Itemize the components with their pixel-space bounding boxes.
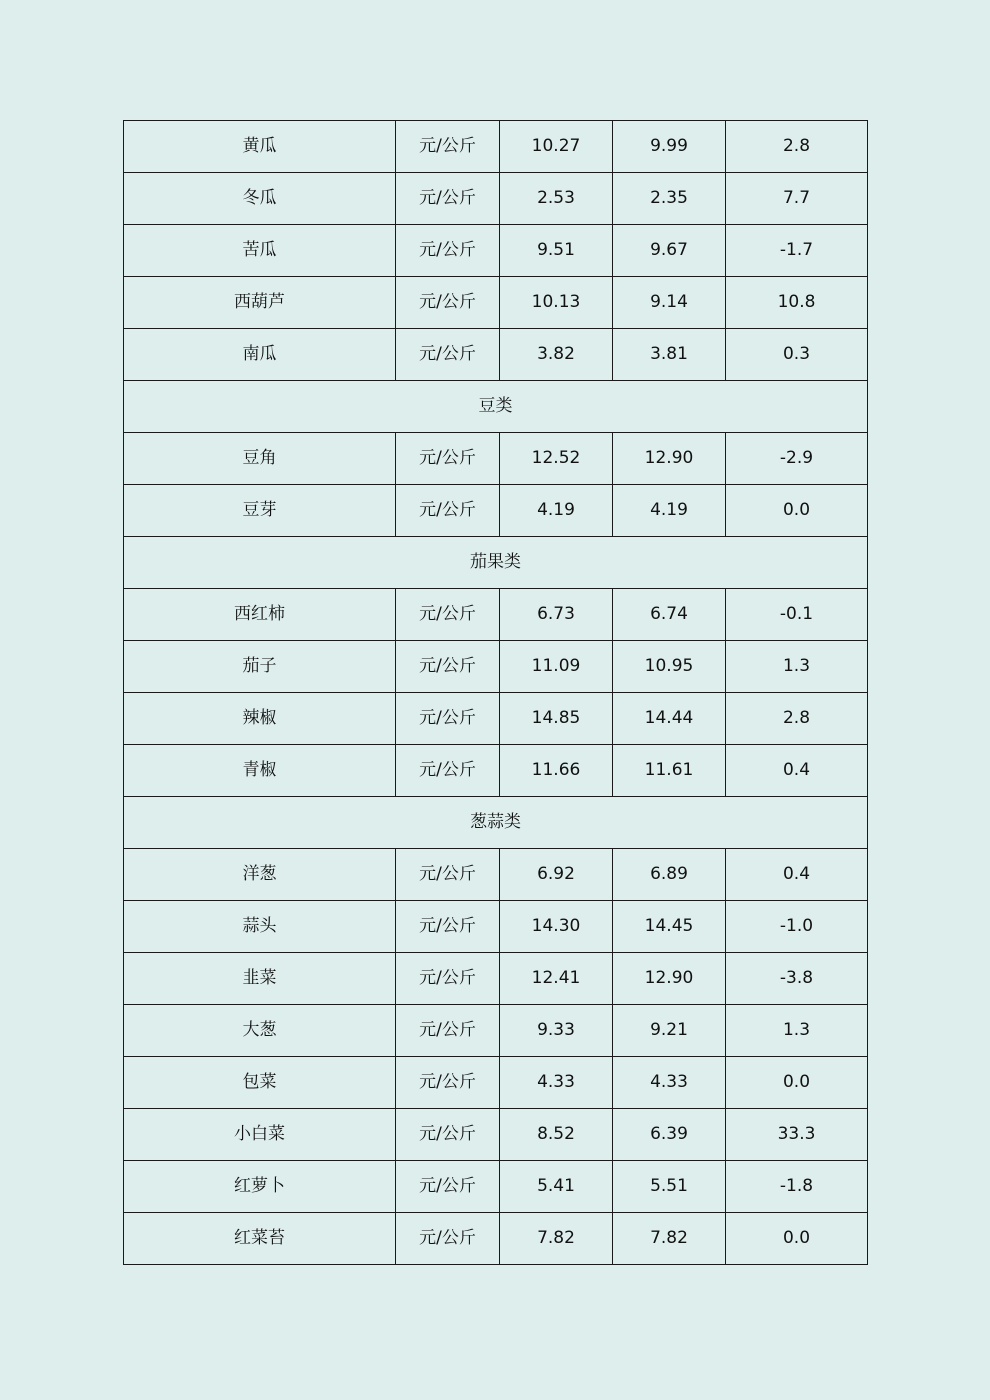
change-percent-cell: 0.0 [726,485,868,537]
current-price-cell: 10.27 [500,121,613,173]
previous-price-cell: 4.33 [613,1057,726,1109]
category-row [124,537,868,589]
current-price-cell: 4.19 [500,485,613,537]
unit-cell: 元/公斤 [396,329,500,381]
price-table [123,120,868,1265]
change-percent-cell: 10.8 [726,277,868,329]
change-percent-cell: 0.4 [726,849,868,901]
current-price-cell: 12.52 [500,433,613,485]
unit-cell: 元/公斤 [396,953,500,1005]
table-row [124,849,868,901]
table-row [124,329,868,381]
previous-price-cell: 4.19 [613,485,726,537]
product-name-cell: 南瓜 [124,329,396,381]
previous-price-cell: 12.90 [613,953,726,1005]
current-price-cell: 3.82 [500,329,613,381]
change-percent-cell: 2.8 [726,693,868,745]
previous-price-cell: 6.39 [613,1109,726,1161]
change-percent-cell: -0.1 [726,589,868,641]
product-name-cell: 冬瓜 [124,173,396,225]
category-row [124,381,868,433]
table-row [124,1213,868,1265]
change-percent-cell: 0.3 [726,329,868,381]
category-label: 豆类 [124,381,868,433]
table-row [124,745,868,797]
product-name-cell: 豆芽 [124,485,396,537]
table-row [124,641,868,693]
unit-cell: 元/公斤 [396,849,500,901]
current-price-cell: 10.13 [500,277,613,329]
product-name-cell: 韭菜 [124,953,396,1005]
current-price-cell: 14.85 [500,693,613,745]
unit-cell: 元/公斤 [396,277,500,329]
change-percent-cell: -3.8 [726,953,868,1005]
unit-cell: 元/公斤 [396,485,500,537]
change-percent-cell: 1.3 [726,641,868,693]
table-row [124,1005,868,1057]
unit-cell: 元/公斤 [396,1109,500,1161]
unit-cell: 元/公斤 [396,641,500,693]
product-name-cell: 西葫芦 [124,277,396,329]
change-percent-cell: 0.0 [726,1213,868,1265]
current-price-cell: 6.73 [500,589,613,641]
product-name-cell: 大葱 [124,1005,396,1057]
previous-price-cell: 2.35 [613,173,726,225]
table-row [124,589,868,641]
previous-price-cell: 9.99 [613,121,726,173]
table-row [124,485,868,537]
unit-cell: 元/公斤 [396,121,500,173]
current-price-cell: 11.09 [500,641,613,693]
previous-price-cell: 14.45 [613,901,726,953]
table-row [124,1057,868,1109]
table-row [124,693,868,745]
product-name-cell: 西红柿 [124,589,396,641]
previous-price-cell: 9.67 [613,225,726,277]
change-percent-cell: 2.8 [726,121,868,173]
category-row [124,797,868,849]
table-row [124,173,868,225]
current-price-cell: 7.82 [500,1213,613,1265]
table-row [124,901,868,953]
change-percent-cell: -1.0 [726,901,868,953]
table-row [124,1161,868,1213]
product-name-cell: 包菜 [124,1057,396,1109]
previous-price-cell: 6.74 [613,589,726,641]
product-name-cell: 辣椒 [124,693,396,745]
previous-price-cell: 9.21 [613,1005,726,1057]
product-name-cell: 红菜苔 [124,1213,396,1265]
current-price-cell: 4.33 [500,1057,613,1109]
table-row [124,277,868,329]
previous-price-cell: 11.61 [613,745,726,797]
unit-cell: 元/公斤 [396,1161,500,1213]
previous-price-cell: 12.90 [613,433,726,485]
previous-price-cell: 7.82 [613,1213,726,1265]
unit-cell: 元/公斤 [396,1057,500,1109]
category-label: 茄果类 [124,537,868,589]
current-price-cell: 14.30 [500,901,613,953]
product-name-cell: 红萝卜 [124,1161,396,1213]
product-name-cell: 苦瓜 [124,225,396,277]
product-name-cell: 洋葱 [124,849,396,901]
current-price-cell: 6.92 [500,849,613,901]
unit-cell: 元/公斤 [396,745,500,797]
current-price-cell: 5.41 [500,1161,613,1213]
table-row [124,121,868,173]
previous-price-cell: 3.81 [613,329,726,381]
previous-price-cell: 10.95 [613,641,726,693]
change-percent-cell: -2.9 [726,433,868,485]
unit-cell: 元/公斤 [396,173,500,225]
change-percent-cell: -1.7 [726,225,868,277]
current-price-cell: 8.52 [500,1109,613,1161]
change-percent-cell: 0.0 [726,1057,868,1109]
current-price-cell: 9.33 [500,1005,613,1057]
table-row [124,1109,868,1161]
current-price-cell: 2.53 [500,173,613,225]
table-row [124,225,868,277]
product-name-cell: 蒜头 [124,901,396,953]
previous-price-cell: 6.89 [613,849,726,901]
price-table-body [124,121,868,1265]
product-name-cell: 小白菜 [124,1109,396,1161]
unit-cell: 元/公斤 [396,1213,500,1265]
unit-cell: 元/公斤 [396,693,500,745]
change-percent-cell: -1.8 [726,1161,868,1213]
previous-price-cell: 9.14 [613,277,726,329]
table-row [124,953,868,1005]
change-percent-cell: 33.3 [726,1109,868,1161]
product-name-cell: 青椒 [124,745,396,797]
product-name-cell: 茄子 [124,641,396,693]
change-percent-cell: 7.7 [726,173,868,225]
current-price-cell: 12.41 [500,953,613,1005]
current-price-cell: 9.51 [500,225,613,277]
change-percent-cell: 1.3 [726,1005,868,1057]
unit-cell: 元/公斤 [396,589,500,641]
unit-cell: 元/公斤 [396,901,500,953]
current-price-cell: 11.66 [500,745,613,797]
previous-price-cell: 14.44 [613,693,726,745]
unit-cell: 元/公斤 [396,1005,500,1057]
previous-price-cell: 5.51 [613,1161,726,1213]
product-name-cell: 豆角 [124,433,396,485]
unit-cell: 元/公斤 [396,433,500,485]
unit-cell: 元/公斤 [396,225,500,277]
category-label: 葱蒜类 [124,797,868,849]
table-row [124,433,868,485]
product-name-cell: 黄瓜 [124,121,396,173]
change-percent-cell: 0.4 [726,745,868,797]
